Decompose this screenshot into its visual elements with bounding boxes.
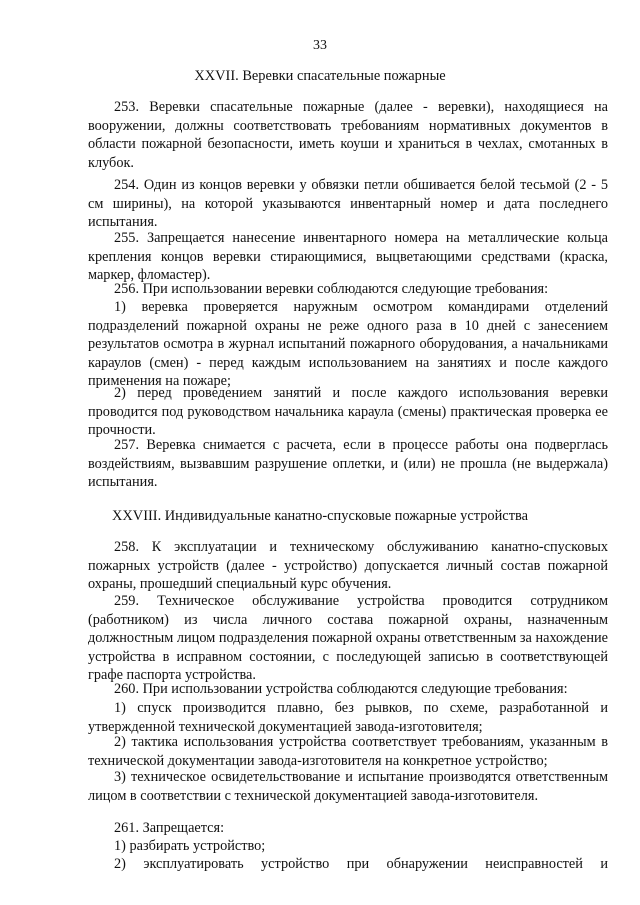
page-number: 33 — [313, 38, 327, 53]
paragraph-261-item-2: 2) эксплуатировать устройство при обнаружении неисправностей и — [114, 856, 608, 872]
paragraph-255: 255. Запрещается нанесение инвентарного номера на металлические кольца крепления концов веревки стирающимися, выцветающими средствами (краска, маркер, фломастер). — [88, 230, 608, 284]
section-title-xxviii: XXVIII. Индивидуальные канатно-спусковые пожарные устройства — [112, 508, 528, 524]
paragraph-257: 257. Веревка снимается с расчета, если в процессе работы она подверглась воздействиям, вызвавшим разрушение оплетки, и (или) не прошла (не выдержала) испытания. — [88, 437, 608, 491]
paragraph-260-item-1: 1) спуск производится плавно, без рывков, по схеме, разработанной и утвержденной технической документацией завода-изготовителя; — [88, 700, 608, 735]
paragraph-258: 258. К эксплуатации и техническому обслуживанию канатно-спусковых пожарных устройств (далее - устройство) допускается личный состав пожарной охраны, прошедший специальный курс обучения. — [88, 539, 608, 593]
paragraph-256-item-2: 2) перед проведением занятий и после каждого использования веревки проводится под руководством начальника караула (смены) практическая проверка ее прочности. — [88, 385, 608, 439]
paragraph-261-item-1: 1) разбирать устройство; — [114, 838, 266, 854]
paragraph-256: 256. При использовании веревки соблюдаются следующие требования: — [114, 281, 549, 297]
paragraph-259: 259. Техническое обслуживание устройства проводится сотрудником (работником) из числа личного состава пожарной охраны, назначенным должностным лицом подразделения пожарной охраны ответственным за нахождение устройства в исправном состоянии, с последующей записью в соответствующей графе паспорта устройства. — [88, 593, 608, 684]
paragraph-261: 261. Запрещается: — [114, 820, 225, 836]
paragraph-260-item-2: 2) тактика использования устройства соответствует требованиям, указанным в технической документации завода-изготовителя на конкретное устройство; — [88, 734, 608, 769]
section-title-xxvii: XXVII. Веревки спасательные пожарные — [194, 68, 446, 84]
paragraph-254: 254. Один из концов веревки у обвязки петли обшивается белой тесьмой (2 - 5 см ширины), на которой указываются инвентарный номер и дата последнего испытания. — [88, 177, 608, 231]
paragraph-253: 253. Веревки спасательные пожарные (далее - веревки), находящиеся на вооружении, должны соответствовать требованиям нормативных документов в области пожарной безопасности, иметь коуши и храниться в чехлах, смотанных в клубок. — [88, 99, 608, 171]
paragraph-256-item-1: 1) веревка проверяется наружным осмотром командирами отделений подразделений пожарной охраны не реже одного раза в 10 дней с занесением результатов осмотра в журнал испытаний пожарного оборудования, а начальниками караулов (смен) - перед каждым использованием на занятиях и после каждого применения на пожаре; — [88, 299, 608, 390]
paragraph-260: 260. При использовании устройства соблюдаются следующие требования: — [114, 681, 568, 697]
paragraph-260-item-3: 3) техническое освидетельствование и испытание производятся ответственным лицом в соответствии с технической документацией завода-изготовителя. — [88, 769, 608, 804]
